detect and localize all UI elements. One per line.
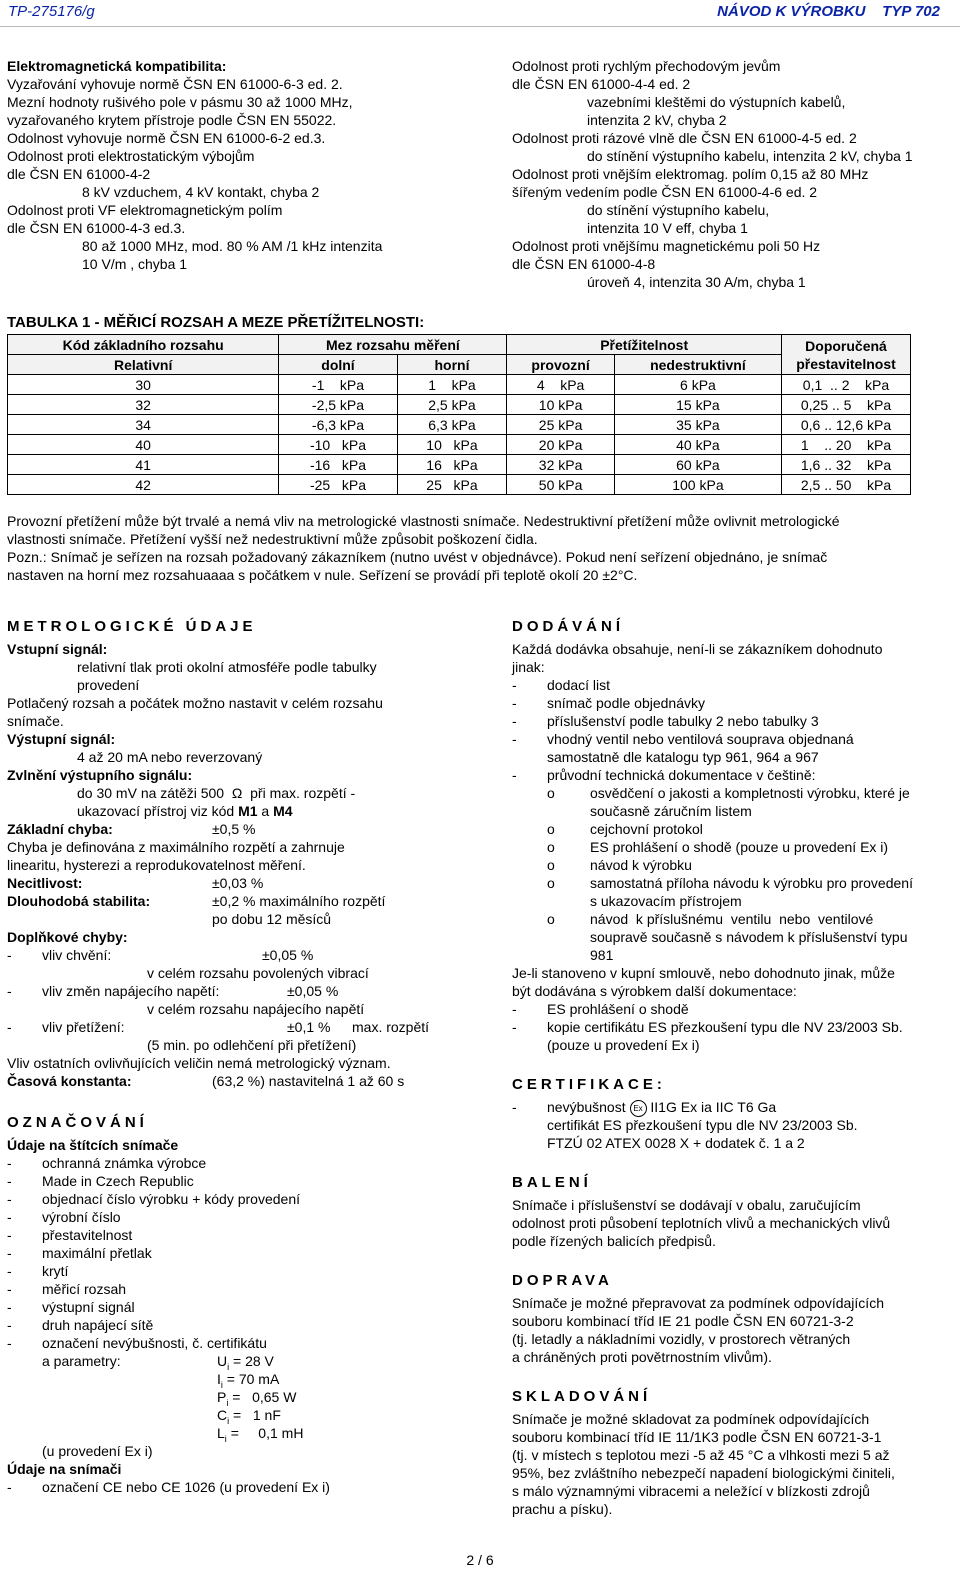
th-relative: Relativní (8, 355, 279, 375)
emc-left-line: Vyzařování vyhovuje normě ČSN EN 61000-6-3 ed. 2. (7, 76, 343, 92)
marking-item-text: krytí (42, 1263, 69, 1279)
param-row (7, 1424, 447, 1442)
th-nondestructive: nedestruktivní (614, 355, 781, 375)
dash: - (7, 1209, 12, 1225)
table-notes (7, 512, 952, 584)
marking-item-text: druh napájecí sítě (42, 1317, 154, 1333)
delivery-item-text: vhodný ventil nebo ventilová souprava objednaná (547, 731, 854, 747)
delivery-item2-text: ES prohlášení o shodě (547, 1001, 689, 1017)
table-cell: 16 kPa (397, 455, 507, 475)
marking-item-text: Made in Czech Republic (42, 1173, 194, 1189)
table-row (8, 435, 911, 455)
param-value: = 1 nF (233, 1407, 281, 1423)
supply-note: v celém rozsahu napájecího napětí (147, 1001, 365, 1017)
marking-item (7, 1154, 447, 1172)
table-cell: 30 (8, 375, 279, 395)
marking-title: OZNAČOVÁNÍ (7, 1114, 148, 1131)
output-text: 4 až 20 mA nebo reverzovaný (77, 749, 263, 765)
transport-l2: souboru kombinací tříd IE 21 podle ČSN EN 60721-3-2 (512, 1313, 854, 1329)
delivery-p2: jinak: (512, 659, 545, 675)
emc-left-line: dle ČSN EN 61000-4-2 (7, 166, 151, 182)
additional-errors-label: Doplňkové chyby: (7, 929, 128, 945)
delivery-subitem (512, 874, 952, 892)
bullet-o: o (547, 839, 555, 855)
delivery-item2 (512, 1000, 952, 1018)
delivery-list (512, 676, 952, 784)
doc-title: NÁVOD K VÝROBKU TYP 702 (717, 3, 940, 20)
emc-right-line: Odolnost proti rychlým přechodovým jevům (512, 58, 781, 74)
marking-item (7, 1226, 447, 1244)
delivery-item-text: příslušenství podle tabulky 2 nebo tabulky 3 (547, 713, 819, 729)
delivery-subitem-cont: 981 (590, 947, 614, 963)
delivery-subitem-text: návod k výrobku (590, 857, 692, 873)
emc-right-line: šířeným vedením podle ČSN EN 61000-4-6 ed. 2 (512, 184, 818, 200)
overload-label: vliv přetížení: (42, 1019, 125, 1035)
delivery-title: DODÁVÁNÍ (512, 618, 625, 635)
emc-left-line: 8 kV vzduchem, 4 kV kontakt, chyba 2 (82, 184, 320, 200)
delivery-subitem (512, 784, 952, 802)
table-cell: -16 kPa (279, 455, 397, 475)
param-value: = 0,1 mH (230, 1425, 304, 1441)
table-cell: -2,5 kPa (279, 395, 397, 415)
delivery-item (512, 766, 952, 784)
input-text: relativní tlak proti okolní atmosféře podle tabulky (77, 659, 377, 675)
marking-item-text: výstupní signál (42, 1299, 135, 1315)
table-cell: 2,5 .. 50 kPa (782, 475, 911, 495)
time-constant-label: Časová konstanta: (7, 1073, 132, 1089)
input-label: Vstupní signál: (7, 641, 108, 657)
vib-value: ±0,05 % (262, 947, 314, 963)
table-cell: 25 kPa (507, 415, 614, 435)
dash: - (7, 1317, 12, 1333)
delivery-subitem-text: cejchovní protokol (590, 821, 703, 837)
delivery-item-text: snímač podle objednávky (547, 695, 705, 711)
output-label: Výstupní signál: (7, 731, 116, 747)
basic-error-label: Základní chyba: (7, 821, 113, 837)
supply-value: ±0,05 % (287, 983, 339, 999)
emc-left-line: Mezní hodnoty rušivého pole v pásmu 30 až 1000 MHz, (7, 94, 353, 110)
stability-value: ±0,2 % maximálního rozpětí (212, 893, 386, 909)
dash: - (512, 1099, 517, 1115)
table-cell: 1 kPa (397, 375, 507, 395)
error-def2: linearitu, hysterezi a reprodukovatelnost měření. (7, 857, 306, 873)
ripple-label: Zvlnění výstupního signálu: (7, 767, 193, 783)
overload-max: max. rozpětí (352, 1019, 430, 1035)
emc-left-line: dle ČSN EN 61000-4-3 ed.3. (7, 220, 186, 236)
code-m1: M1 (238, 803, 258, 819)
emc-left-line: Elektromagnetická kompatibilita: (7, 58, 227, 74)
transport-title: DOPRAVA (512, 1272, 613, 1289)
basic-error-value: ±0,5 % (212, 821, 256, 837)
dash: - (512, 1001, 517, 1017)
dash: - (7, 947, 12, 963)
time-constant-value: (63,2 %) nastavitelná 1 až 60 s (212, 1073, 405, 1089)
table-row (8, 375, 911, 395)
marking-item (7, 1334, 447, 1352)
table-cell: 60 kPa (614, 455, 781, 475)
th-upper: horní (397, 355, 507, 375)
marking-item (7, 1190, 447, 1208)
page-number: 2 / 6 (466, 1552, 494, 1568)
table-cell: 20 kPa (507, 435, 614, 455)
table-cell: 1,6 .. 32 kPa (782, 455, 911, 475)
stability-label: Dlouhodobá stabilita: (7, 893, 151, 909)
delivery-item-cont: samostatně dle katalogu typ 961, 964 a 967 (547, 749, 819, 765)
dash: - (512, 767, 517, 783)
transport-l4: a chráněných proti povětrnostním vlivům). (512, 1349, 772, 1365)
emc-right-line: intenzita 2 kV, chyba 2 (587, 112, 727, 128)
params-label: a parametry: (42, 1353, 121, 1369)
marking-item-text: objednací číslo výrobku + kódy provedení (42, 1191, 300, 1207)
emc-left (7, 57, 447, 273)
param-sub: i (226, 1397, 229, 1408)
th-adjust: Doporučená přestavitelnost (782, 335, 911, 375)
params-row (7, 1352, 447, 1370)
marking-item (7, 1208, 447, 1226)
transport-l3: (tj. letadly a nákladními vozidly, v prostorech větraných (512, 1331, 851, 1347)
table-cell: 10 kPa (507, 395, 614, 415)
th-range: Mez rozsahu měření (279, 335, 507, 355)
dash: - (7, 1263, 12, 1279)
emc-left-line: Odolnost proti VF elektromagnetickým polím (7, 202, 283, 218)
table-cell: 34 (8, 415, 279, 435)
input-text2: provedení (77, 677, 140, 693)
doc-id: TP-275176/g (8, 3, 95, 20)
code-m4: M4 (273, 803, 293, 819)
table-cell: -6,3 kPa (279, 415, 397, 435)
delivery-item-text: dodací list (547, 677, 611, 693)
th-code: Kód základního rozsahu (8, 335, 279, 355)
table-cell: 100 kPa (614, 475, 781, 495)
supply-label: vliv změn napájecího napětí: (42, 983, 220, 999)
marking-item-text: přestavitelnost (42, 1227, 133, 1243)
dash: - (7, 1173, 12, 1189)
marking-item-text: měřicí rozsah (42, 1281, 127, 1297)
table-cell: 42 (8, 475, 279, 495)
overload-note: (5 min. po odlehčení při přetížení) (147, 1037, 357, 1053)
table-cell: -1 kPa (279, 375, 397, 395)
delivery-subitem-cont: současně záručním listem (590, 803, 752, 819)
ex-icon: Ex (630, 1100, 647, 1117)
delivery-p4: být dodávána s výrobkem další dokumentace: (512, 983, 797, 999)
table-cell: 25 kPa (397, 475, 507, 495)
marking-item (7, 1244, 447, 1262)
dash: - (512, 731, 517, 747)
delivery-subitem-cont: soupravě současně s návodem k příslušenství typu (590, 929, 908, 945)
delivery-list2 (512, 1000, 952, 1054)
delivery-subitem-text: osvědčení o jakosti a kompletnosti výrobku, které je (590, 785, 910, 801)
cert-l1b: II1G Ex ia IIC T6 Ga (646, 1099, 777, 1115)
delivery-subitem-text: samostatná příloha návodu k výrobku pro provedení (590, 875, 913, 891)
marking-item-text: maximální přetlak (42, 1245, 152, 1261)
th-operating: provozní (507, 355, 614, 375)
storage-l1: Snímače je možné skladovat za podmínek odpovídajících (512, 1411, 870, 1427)
emc-left-line: Odolnost vyhovuje normě ČSN EN 61000-6-2 ed.3. (7, 130, 326, 146)
emc-right-line: intenzita 10 V eff, chyba 1 (587, 220, 748, 236)
delivery-item (512, 712, 952, 730)
table-cell: 15 kPa (614, 395, 781, 415)
note-line: vlastnosti snímače. Přetížení vyšší než nedestruktivní může způsobit poškození čidla. (7, 531, 538, 547)
delivery-subitem (512, 910, 952, 928)
table-cell: 1 .. 20 kPa (782, 435, 911, 455)
storage-title: SKLADOVÁNÍ (512, 1388, 652, 1405)
table-cell: 35 kPa (614, 415, 781, 435)
emc-right-line: Odolnost proti vnějším elektromag. polím 0,15 až 80 MHz (512, 166, 869, 182)
th-lower: dolní (279, 355, 397, 375)
note-line: nastaven na horní mez rozsahuaaaa s počátkem v nule. Seřízení se provádí při teplotě okolí 20 ±2°C. (7, 567, 638, 583)
delivery-item2-text: kopie certifikátu ES přezkoušení typu dle NV 23/2003 Sb. (547, 1019, 903, 1035)
delivery-subitem (512, 820, 952, 838)
dash: - (512, 713, 517, 729)
table-cell: 4 kPa (507, 375, 614, 395)
param-value: = 0,65 W (232, 1389, 297, 1405)
table-row (8, 455, 911, 475)
marking-list (7, 1154, 447, 1352)
marking-item-text: výrobní číslo (42, 1209, 121, 1225)
table-cell: 6 kPa (614, 375, 781, 395)
table-cell: 40 kPa (614, 435, 781, 455)
table-cell: 10 kPa (397, 435, 507, 455)
exi-note: (u provedení Ex i) (42, 1443, 153, 1459)
table-title: TABULKA 1 - MĚŘICÍ ROZSAH A MEZE PŘETÍŽITELNOSTI: (7, 314, 425, 331)
bullet-o: o (547, 875, 555, 891)
right-column (512, 618, 952, 1518)
emc-right-line: dle ČSN EN 61000-4-8 (512, 256, 656, 272)
ripple-text: do 30 mV na zátěži 500 Ω při max. rozpětí - (77, 785, 356, 801)
dash: - (7, 1019, 12, 1035)
param-sub: i (227, 1361, 230, 1372)
insensitivity-value: ±0,03 % (212, 875, 264, 891)
table-cell: 32 kPa (507, 455, 614, 475)
dash: - (7, 1335, 12, 1351)
table-row (8, 395, 911, 415)
table-cell: 0,6 .. 12,6 kPa (782, 415, 911, 435)
dash: - (512, 677, 517, 693)
vib-label: vliv chvění: (42, 947, 112, 963)
error-def: Chyba je definována z maximálního rozpětí a zahrnuje (7, 839, 345, 855)
range-table (7, 334, 911, 495)
sensor-data-title: Údaje na snímači (7, 1461, 122, 1477)
storage-l2: souboru kombinací tříd IE 11/1K3 podle ČSN EN 60721-3-1 (512, 1429, 882, 1445)
transport-l1: Snímače je možné přepravovat za podmínek odpovídajících (512, 1295, 884, 1311)
table-cell: 32 (8, 395, 279, 415)
emc-right-line: dle ČSN EN 61000-4-4 ed. 2 (512, 76, 691, 92)
marking-item (7, 1172, 447, 1190)
delivery-subitem (512, 856, 952, 874)
table-cell: 0,1 .. 2 kPa (782, 375, 911, 395)
ripple-and: a (257, 803, 274, 819)
emc-right-line: Odolnost proti rázové vlně dle ČSN EN 61000-4-5 ed. 2 (512, 130, 857, 146)
emc-left-line: vyzařovaného krytem přístroje podle ČSN EN 55022. (7, 112, 337, 128)
table-cell: 0,25 .. 5 kPa (782, 395, 911, 415)
page-header (0, 0, 960, 27)
param-symbol: P (217, 1389, 227, 1405)
table-row (8, 475, 911, 495)
param-symbol: U (217, 1353, 228, 1369)
param-sub: i (227, 1415, 230, 1426)
table-cell: -10 kPa (279, 435, 397, 455)
param-sub: i (220, 1379, 223, 1390)
marking-item (7, 1262, 447, 1280)
storage-l6: prachu a písku). (512, 1501, 613, 1517)
dash: - (7, 1155, 12, 1171)
emc-right-line: do stínění výstupního kabelu, intenzita 2 kV, chyba 1 (587, 148, 913, 164)
emc-right-line: Odolnost proti vnějšímu magnetickému poli 50 Hz (512, 238, 821, 254)
table-row (8, 415, 911, 435)
emc-left-line: 10 V/m , chyba 1 (82, 256, 188, 272)
dash: - (7, 1281, 12, 1297)
emc-right-line: vazebními kleštěmi do výstupních kabelů, (587, 94, 846, 110)
delivery-item (512, 730, 952, 748)
marking-item (7, 1280, 447, 1298)
ripple-text2 (7, 802, 447, 820)
suppressed-text2: snímače. (7, 713, 64, 729)
stability-value2: po dobu 12 měsíců (212, 911, 332, 927)
packing-l1: Snímače i příslušenství se dodávají v obalu, zaručujícím (512, 1197, 861, 1213)
delivery-item2 (512, 1018, 952, 1036)
packing-l2: odolnost proti působení teplotních vlivů a mechanických vlivů (512, 1215, 891, 1231)
table-cell: 40 (8, 435, 279, 455)
bullet-o: o (547, 785, 555, 801)
dash: - (7, 1299, 12, 1315)
param-row (7, 1388, 447, 1406)
param-symbol: I (217, 1371, 221, 1387)
table-cell: 50 kPa (507, 475, 614, 495)
table-cell: 2,5 kPa (397, 395, 507, 415)
dash: - (512, 1019, 517, 1035)
bullet-o: o (547, 857, 555, 873)
cert-l3: FTZÚ 02 ATEX 0028 X + dodatek č. 1 a 2 (547, 1135, 805, 1151)
param-sub: i (224, 1433, 227, 1444)
vib-note: v celém rozsahu povolených vibrací (147, 965, 369, 981)
dash: - (7, 1245, 12, 1261)
left-column (7, 618, 447, 1496)
ripple-a: ukazovací přístroj viz kód (77, 803, 239, 819)
delivery-p3: Je-li stanoveno v kupní smlouvě, nebo dohodnuto jinak, může (512, 965, 895, 981)
param-value: = 28 V (233, 1353, 274, 1369)
cert-l2: certifikát ES přezkoušení typu dle NV 23/2003 Sb. (547, 1117, 858, 1133)
dash: - (7, 1191, 12, 1207)
delivery-subitem-text: ES prohlášení o shodě (pouze u provedení Ex i) (590, 839, 889, 855)
packing-title: BALENÍ (512, 1174, 592, 1191)
delivery-p1: Každá dodávka obsahuje, není-li se zákazníkem dohodnuto (512, 641, 883, 657)
delivery-item (512, 676, 952, 694)
param-row (7, 1406, 447, 1424)
marking-item-text: označení nevýbušnosti, č. certifikátu (42, 1335, 267, 1351)
table-cell: 41 (8, 455, 279, 475)
param-value: = 70 mA (226, 1371, 280, 1387)
emc-right-line: úroveň 4, intenzita 30 A/m, chyba 1 (587, 274, 806, 290)
dash: - (512, 695, 517, 711)
storage-l5: s málo významnými vibracemi a neležící v blízkosti zdrojů (512, 1483, 870, 1499)
insensitivity-label: Necitlivost: (7, 875, 83, 891)
param-row (7, 1370, 447, 1388)
dash: - (7, 983, 12, 999)
label-data-title: Údaje na štítcích snímače (7, 1137, 179, 1153)
delivery-item (512, 694, 952, 712)
storage-l3: (tj. v místech s teplotou mezi -5 až 45 °C a vlhkosti mezi 5 až (512, 1447, 890, 1463)
delivery-subitem-cont: s ukazovacím přístrojem (590, 893, 742, 909)
table-cell: 6,3 kPa (397, 415, 507, 435)
metro-title: METROLOGICKÉ ÚDAJE (7, 618, 257, 635)
emc-left-line: Odolnost proti elektrostatickým výbojům (7, 148, 255, 164)
emc-right-line: do stínění výstupního kabelu, (587, 202, 770, 218)
delivery-sublist (512, 784, 952, 964)
packing-l3: podle řízených balicích předpisů. (512, 1233, 716, 1249)
delivery-subitem (512, 838, 952, 856)
param-symbol: C (217, 1407, 228, 1423)
storage-l4: 95%, bez zvláštního nebezpečí napadení biologickými činiteli, (512, 1465, 895, 1481)
bullet-o: o (547, 911, 555, 927)
overload-value: ±0,1 % (287, 1019, 331, 1035)
note-line: Pozn.: Snímač je seřízen na rozsah požadovaný zákazníkem (nutno uvést v objednávce). Pokud není seřízení objednáno, je snímač (7, 549, 828, 565)
delivery-item2-cont: (pouze u provedení Ex i) (547, 1037, 700, 1053)
note-line: Provozní přetížení může být trvalé a nemá vliv na metrologické vlastnosti snímače. Nedestruktivní přetížení může ovlivnit metrologické (7, 513, 840, 529)
marking-item-text: ochranná známka výrobce (42, 1155, 207, 1171)
marking-item (7, 1298, 447, 1316)
bullet-o: o (547, 821, 555, 837)
th-overload: Přetížitelnost (507, 335, 782, 355)
suppressed-text: Potlačený rozsah a počátek možno nastavit v celém rozsahu (7, 695, 383, 711)
delivery-item-text: průvodní technická dokumentace v češtině: (547, 767, 816, 783)
ce-marking: označení CE nebo CE 1026 (u provedení Ex i) (42, 1479, 330, 1495)
cert-title: CERTIFIKACE: (512, 1076, 666, 1093)
marking-item (7, 1316, 447, 1334)
emc-right (512, 57, 952, 291)
delivery-subitem-text: návod k příslušnému ventilu nebo ventilové (590, 911, 874, 927)
cert-l1a: nevýbušnost (547, 1099, 630, 1115)
emc-left-line: 80 až 1000 MHz, mod. 80 % AM /1 kHz intenzita (82, 238, 383, 254)
dash: - (7, 1479, 12, 1495)
param-symbol: L (217, 1425, 225, 1441)
table-cell: -25 kPa (279, 475, 397, 495)
other-influences: Vliv ostatních ovlivňujících veličin nemá metrologický význam. (7, 1055, 391, 1071)
dash: - (7, 1227, 12, 1243)
